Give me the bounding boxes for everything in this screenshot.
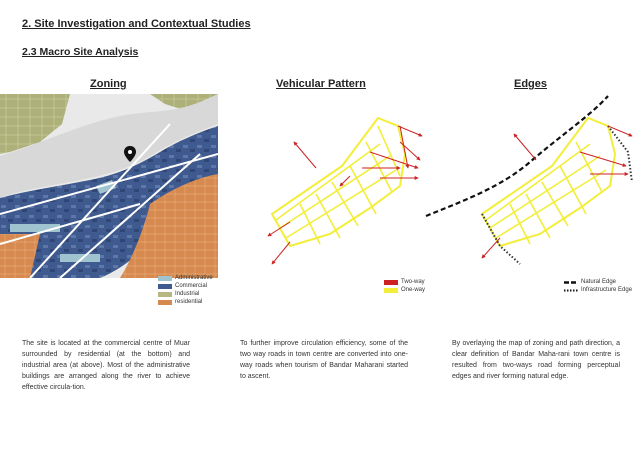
vehicular-title: Vehicular Pattern [276,78,366,90]
legend-label: Industrial [175,291,200,297]
zoning-title: Zoning [90,78,127,90]
legend-label: residential [175,299,203,305]
section-title: 2. Site Investigation and Contextual Studies [22,18,251,30]
edges-legend [564,278,632,294]
zoning-description: The site is located at the commercial centre of Muar surrounded by residential (at the bottom) and industrial area (at above). Most of the administrative buildings are arranged along the river to achieve effective circula-tion. [22,340,190,391]
commercial-swatch [158,284,172,289]
two-way-swatch [384,280,398,285]
legend-label: Two-way [401,279,425,285]
industrial-swatch [158,292,172,297]
legend-label: Administrative [175,275,213,281]
residential-swatch [158,300,172,305]
zoning-legend [158,274,213,306]
edges-map [420,92,638,272]
legend-label: One-way [401,287,426,293]
legend-label: Infrastructure Edge [581,287,633,293]
dashed-line-icon [564,280,578,285]
vehicular-pattern-map [250,96,430,270]
vehicular-legend [384,278,425,294]
edges-title: Edges [514,78,548,90]
legend-label: Commercial [175,283,208,289]
administrative-swatch [158,276,172,281]
edges-description: By overlaying the map of zoning and path direction, a clear definition of Bandar Maha-rani town centre is resulted from two-ways road forming perceptual edges and river forming natural edge. [452,340,620,380]
legend-label: Natural Edge [581,279,617,285]
subsection-title: 2.3 Macro Site Analysis [22,46,139,58]
one-way-swatch [384,288,398,293]
vehicular-description: To further improve circulation efficiency, some of the two way roads in town centre are converted into one-way roads when tourism of Bandar Maharani started to ascent. [240,340,408,380]
dotted-line-icon [564,288,578,293]
zoning-map [0,94,218,278]
